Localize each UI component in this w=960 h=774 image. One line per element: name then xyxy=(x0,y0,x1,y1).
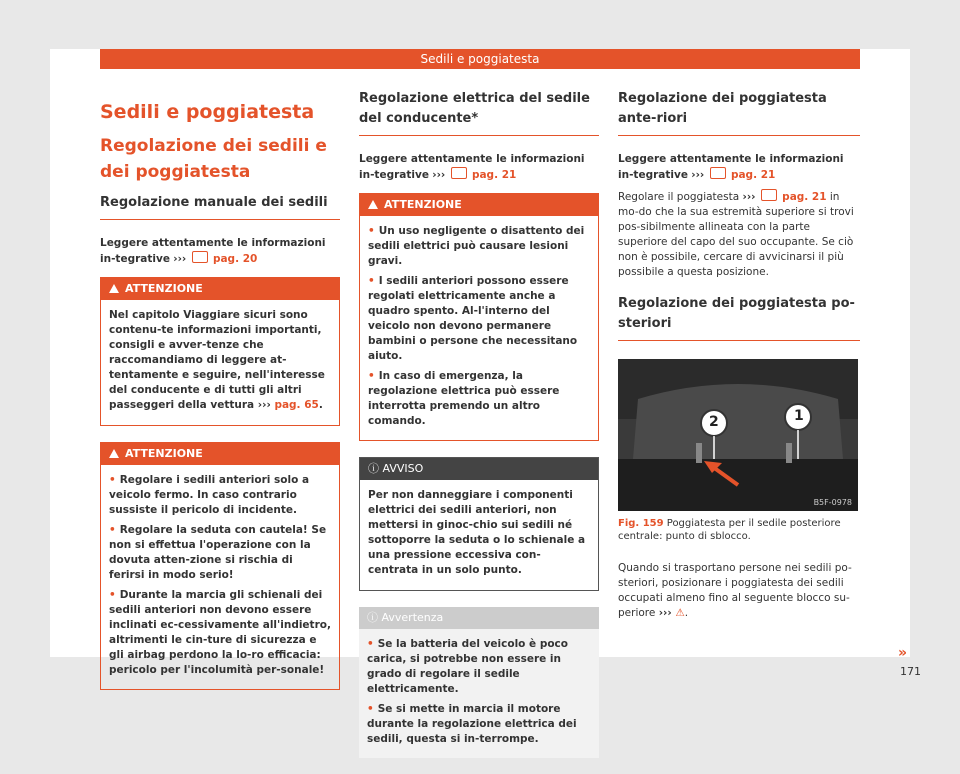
section-title: Regolazione manuale dei sedili xyxy=(100,193,340,220)
page-ref[interactable]: pag. 21 xyxy=(730,169,776,181)
list-item: • In caso di emergenza, la regolazione elettrica può essere interrotta premendo un altro comando. xyxy=(368,369,590,429)
page xyxy=(50,49,921,745)
info-icon: ⓘ xyxy=(367,611,382,624)
warning-text: Nel capitolo Viaggiare sicuri sono contenu-te informazioni importanti, consigli e avver-tenze che raccomandiamo di leggere at-tentamente e seguire, nell'interesse del conducente e di tutti gli altri passeggeri della vettura ››› pag. 65. xyxy=(109,309,325,411)
figure-label-2: 2 xyxy=(709,414,719,430)
notice-header: ⓘ AVVISO xyxy=(360,458,598,480)
page-ref[interactable]: pag. 21 xyxy=(782,191,827,203)
book-icon xyxy=(710,167,726,179)
figure-caption: Fig. 159 Poggiatesta per il sedile posteriore centrale: punto di sblocco. xyxy=(618,518,841,542)
intro-paragraph: Leggere attentamente le informazioni in-tegrative ››› pag. 20 xyxy=(100,237,326,265)
continue-arrows: » xyxy=(898,645,908,661)
page-ref[interactable]: pag. 21 xyxy=(471,169,517,181)
warning-header: ATTENZIONE xyxy=(101,443,339,465)
warning-header: ATTENZIONE xyxy=(101,278,339,300)
body-paragraph: Regolare il poggiatesta ››› pag. 21 in mo-do che la sua estremità superiore si trovi pos-sibilmente allineata con la parte superiore del capo del suo occupante. Se ciò non è possibile, cercare di avvicinarsi il più possibile a questa posizione. xyxy=(618,191,854,278)
warning-icon xyxy=(368,200,378,209)
list-item: • I sedili anteriori possono essere regolati elettricamente anche a quadro spento. Al-l'interno del veicolo non devono permanere bambini o persone che necessitano aiuto. xyxy=(368,274,590,364)
list-item: • Regolare la seduta con cautela! Se non si effettua l'operazione con la dovuta atten-zione si rischia di ferirsi in modo serio! xyxy=(109,523,331,583)
book-icon xyxy=(192,251,208,263)
warning-icon xyxy=(109,284,119,293)
info-circle-icon: ⓘ xyxy=(368,462,383,475)
section-title: Regolazione dei poggiatesta ante-riori xyxy=(618,89,860,136)
headrest-figure xyxy=(618,359,858,511)
column-right xyxy=(618,89,860,627)
figure-label-1: 1 xyxy=(794,408,804,424)
section-title: Regolazione dei poggiatesta po-steriori xyxy=(618,294,860,341)
body-paragraph: Quando si trasportano persone nei sedili po-steriori, posizionare i poggiatesta dei sedili occupati almeno fino al seguente blocco su-periore ››› ⚠. xyxy=(618,562,852,619)
list-item: • Se la batteria del veicolo è poco carica, si potrebbe non essere in grado di regolare il sedile elettricamente. xyxy=(367,637,591,697)
book-icon xyxy=(761,189,777,201)
list-item: • Regolare i sedili anteriori solo a veicolo fermo. In caso contrario sussiste il pericolo di incidente. xyxy=(109,473,331,518)
column-middle xyxy=(359,89,599,774)
warning-icon xyxy=(109,449,119,458)
warning-box xyxy=(359,193,599,441)
page-title: Sedili e poggiatesta xyxy=(100,101,315,123)
list-item: • Durante la marcia gli schienali dei sedili anteriori non devono essere inclinati ec-cessivamente all'indietro, altrimenti le cin-ture di sicurezza e gli airbag perdono la lo-ro efficacia: pericolo per l'incolumità per-sonale! xyxy=(109,588,331,678)
section-title: Regolazione elettrica del sedile del conducente* xyxy=(359,89,599,136)
note-box xyxy=(359,607,599,758)
chapter-title: Regolazione dei sedili e dei poggiatesta xyxy=(100,136,327,182)
figure-code: B5F-0978 xyxy=(813,498,852,507)
book-icon xyxy=(451,167,467,179)
intro-paragraph: Leggere attentamente le informazioni in-tegrative ››› pag. 21 xyxy=(618,153,844,181)
warning-header: ATTENZIONE xyxy=(360,194,598,216)
notice-text: Per non danneggiare i componenti elettrici dei sedili anteriori, non mettersi in ginoc-chio sui sedili né sottoporre la seduta o lo schienale a una pressione eccessiva con-centrata in un solo punto. xyxy=(368,489,586,576)
page-ref[interactable]: pag. 65 xyxy=(274,399,319,411)
note-header: ⓘ Avvertenza xyxy=(359,607,599,629)
page-number: 171 xyxy=(900,665,921,678)
list-item: • Un uso negligente o disattento dei sedili elettrici può causare lesioni gravi. xyxy=(368,224,590,269)
intro-paragraph: Leggere attentamente le informazioni in-tegrative ››› pag. 21 xyxy=(359,153,585,181)
column-left xyxy=(100,89,340,706)
warning-box xyxy=(100,442,340,690)
warning-box xyxy=(100,277,340,426)
notice-box xyxy=(359,457,599,591)
running-header: Sedili e poggiatesta xyxy=(100,49,860,69)
list-item: • Se si mette in marcia il motore durante la regolazione elettrica dei sedili, questa si in-terrompe. xyxy=(367,702,591,747)
warning-triangle-icon: ⚠ xyxy=(675,607,685,619)
page-ref[interactable]: pag. 20 xyxy=(212,253,258,265)
